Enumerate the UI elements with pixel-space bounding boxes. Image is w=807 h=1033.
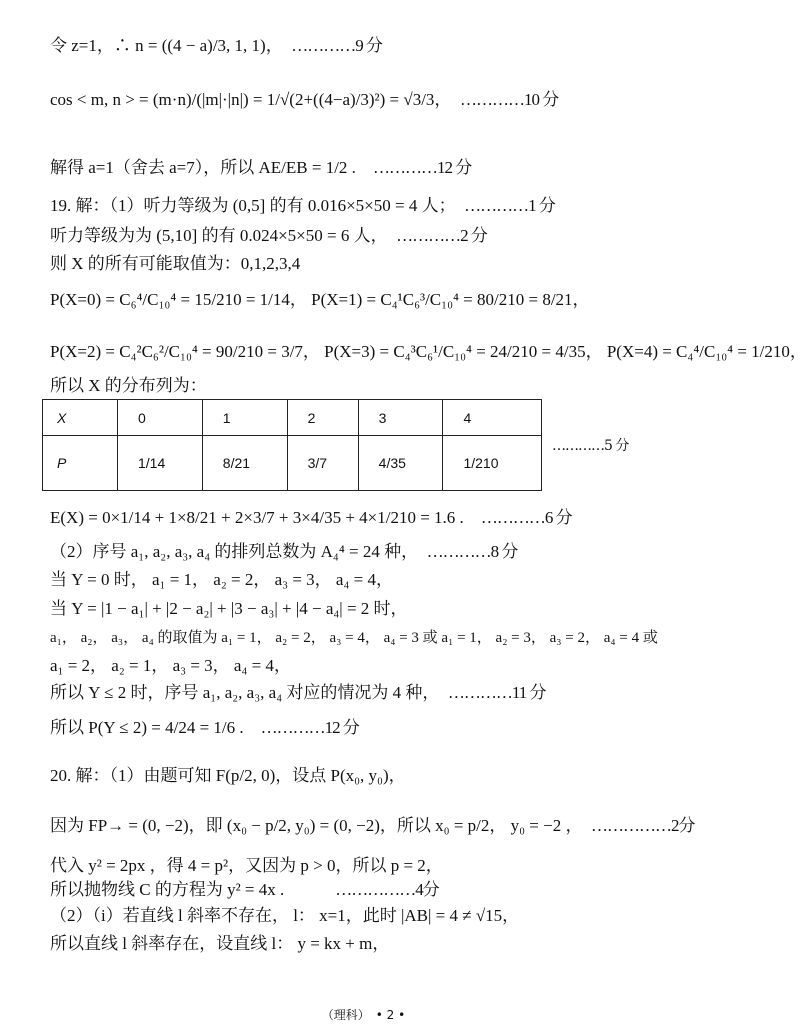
- table-cell: 1/14: [118, 436, 203, 491]
- line-12: 当 Y = 0 时， a₁ = 1， a₂ = 2， a₃ = 3， a₄ = 4，: [50, 570, 393, 589]
- table-row-p: [43, 436, 542, 491]
- line-10: E(X) = 0×1/14 + 1×8/21 + 2×3/7 + 3×4/35 + 4×1/210 = 1.6 . …………6 分: [50, 508, 572, 527]
- table-cell: X: [43, 400, 118, 436]
- line-02: cos < m, n > = (m·n)/(|m|·|n|) = 1/√(2+((4−a)/3)²) = √3/3， …………10 分: [50, 90, 559, 109]
- line-17: 所以 P(Y ≤ 2) = 4/24 = 1/6 . …………12 分: [50, 718, 359, 737]
- line-13: 当 Y = |1 − a₁| + |2 − a₂| + |3 − a₃| + |4 − a₄| = 2 时，: [50, 599, 408, 618]
- table-cell: 0: [118, 400, 203, 436]
- line-11: （2）序号 a₁, a₂, a₃, a₄ 的排列总数为 A₄⁴ = 24 种， …………8 分: [50, 542, 518, 561]
- line-03: 解得 a=1（舍去 a=7），所以 AE/EB = 1/2 . …………12 分: [50, 158, 472, 177]
- table-row-x: [43, 400, 542, 436]
- line-07: P(X=0) = C₆⁴/C₁₀⁴ = 15/210 = 1/14， P(X=1) = C₄¹C₆³/C₁₀⁴ = 80/210 = 8/21，: [50, 290, 590, 309]
- line-14: a₁， a₂， a₃， a₄ 的取值为 a₁ = 1， a₂ = 2， a₃ = 4， a₄ = 3 或 a₁ = 1， a₂ = 3， a₃ = 2， a₄ = 4 或: [50, 630, 658, 646]
- line-23: 所以直线 l 斜率存在，设直线 l： y = kx + m，: [50, 934, 390, 953]
- line-05: 听力等级为为 (5,10] 的有 0.024×5×50 = 6 人， …………2 分: [50, 226, 487, 245]
- page-footer: （理科） • 2 •: [321, 1008, 406, 1022]
- line-16: 所以 Y ≤ 2 时，序号 a₁, a₂, a₃, a₄ 对应的情况为 4 种， …………11 分: [50, 683, 546, 702]
- table-cell: 4/35: [358, 436, 443, 491]
- line-22: （2）（i）若直线 l 斜率不存在， l： x=1，此时 |AB| = 4 ≠ √15，: [50, 906, 520, 925]
- line-08: P(X=2) = C₄²C₆²/C₁₀⁴ = 90/210 = 3/7， P(X=3) = C₄³C₆¹/C₁₀⁴ = 24/210 = 4/35， P(X=4) = C₄⁴/C₁₀⁴ = 1/210，: [50, 342, 807, 361]
- line-04: 19. 解：（1）听力等级为 (0,5] 的有 0.016×5×50 = 4 人； …………1 分: [50, 196, 555, 215]
- line-20: 代入 y² = 2px ，得 4 = p²，又因为 p > 0，所以 p = 2，: [50, 856, 443, 875]
- line-06: 则 X 的所有可能取值为：0,1,2,3,4: [50, 254, 301, 273]
- table-cell: 8/21: [202, 436, 287, 491]
- distribution-table: [42, 399, 542, 491]
- table-cell: 2: [287, 400, 358, 436]
- table-cell: P: [43, 436, 118, 491]
- line-18: 20. 解：（1）由题可知 F(p/2, 0)，设点 P(x₀, y₀)，: [50, 766, 406, 785]
- table-cell: 3: [358, 400, 443, 436]
- line-15: a₁ = 2， a₂ = 1， a₃ = 3， a₄ = 4，: [50, 656, 291, 675]
- table-cell: 1/210: [443, 436, 542, 491]
- table-cell: 1: [202, 400, 287, 436]
- line-19: 因为 FP→ = (0, −2)，即 (x₀ − p/2, y₀) = (0, −2)，所以 x₀ = p/2， y₀ = −2 ， ……………2分: [50, 816, 695, 835]
- line-09: 所以 X 的分布列为：: [50, 376, 207, 395]
- line-01: 令 z=1，∴ n = ((4 − a)/3, 1, 1)， …………9 分: [50, 36, 382, 55]
- table-score: …………5 分: [552, 438, 629, 454]
- line-21: 所以抛物线 C 的方程为 y² = 4x . ……………4分: [50, 880, 439, 899]
- table-cell: 4: [443, 400, 542, 436]
- table-cell: 3/7: [287, 436, 358, 491]
